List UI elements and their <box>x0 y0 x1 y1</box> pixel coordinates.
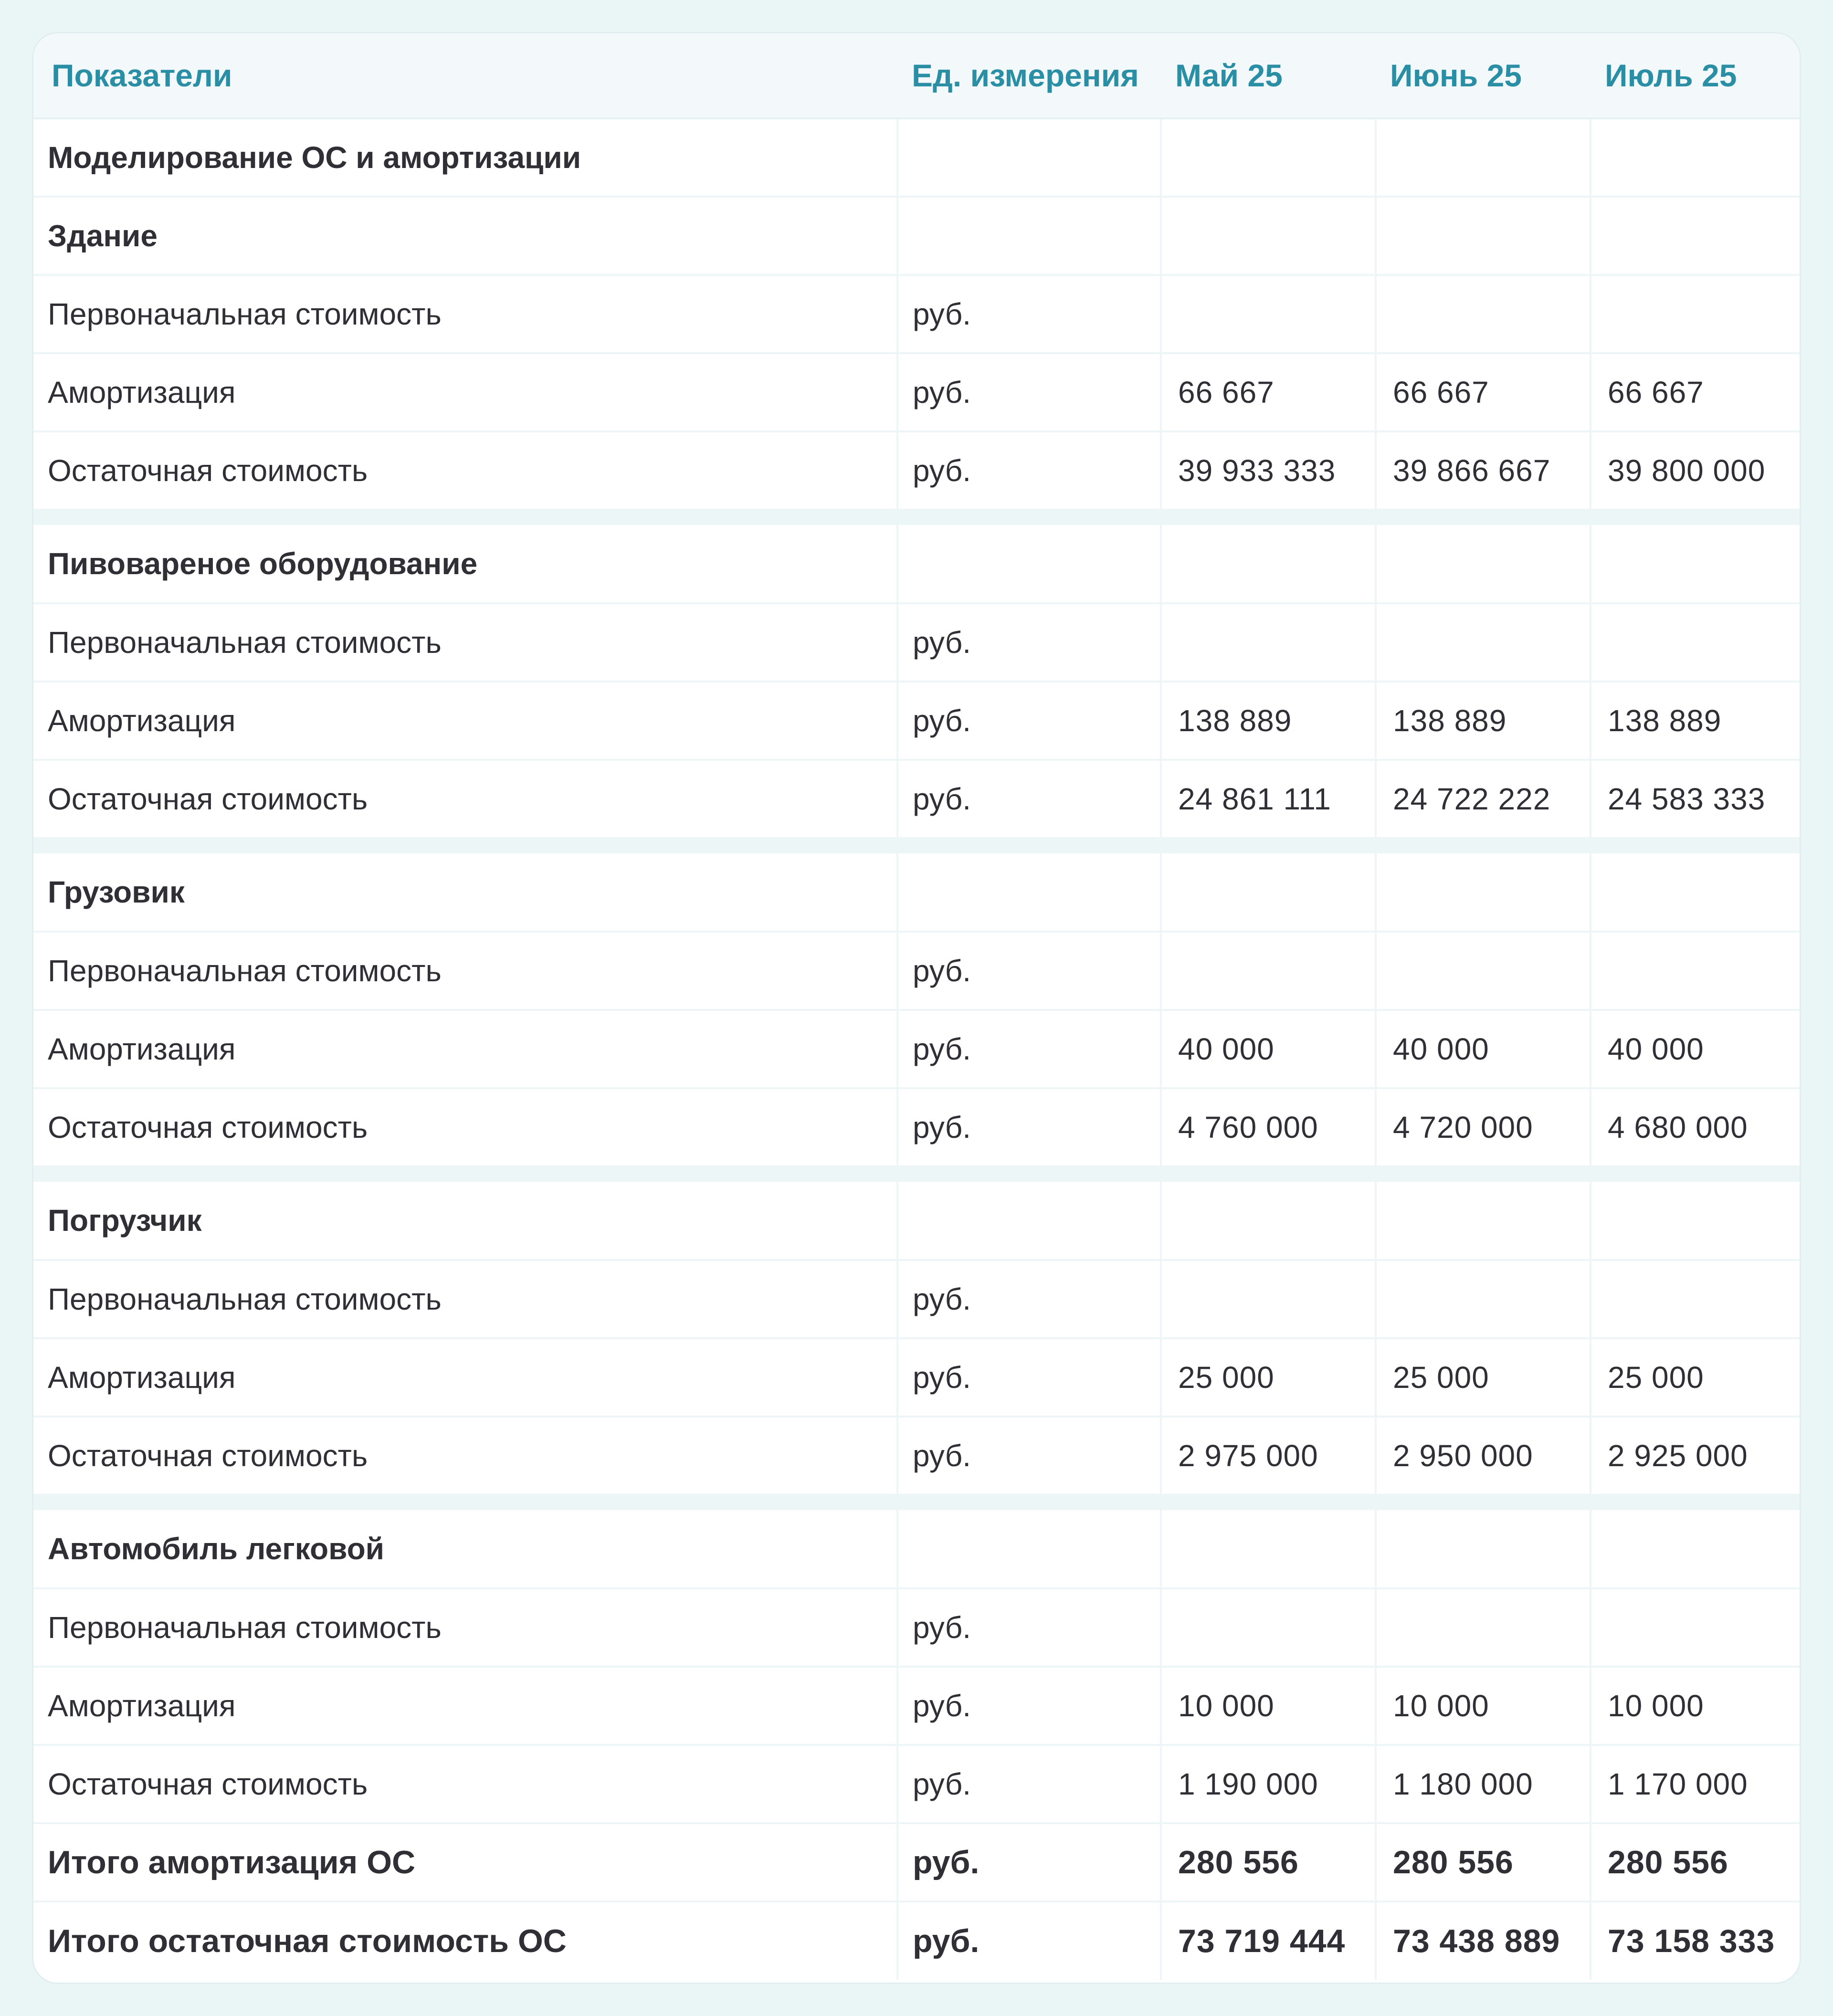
cell-may: 39 933 333 <box>1161 431 1376 510</box>
table-row <box>33 1417 1800 1495</box>
row-label: Итого амортизация ОС <box>33 1823 897 1901</box>
category-row <box>33 197 1800 275</box>
category-name: Грузовик <box>33 853 897 932</box>
cell-may <box>1161 1588 1376 1667</box>
category-name: Погрузчик <box>33 1182 897 1260</box>
cell-may: 40 000 <box>1161 1010 1376 1088</box>
row-unit: руб. <box>897 431 1161 510</box>
row-unit: руб. <box>897 1901 1161 1980</box>
cell-june: 10 000 <box>1376 1667 1591 1745</box>
row-unit: руб. <box>897 1588 1161 1667</box>
cell-june <box>1376 1260 1591 1338</box>
row-label: Остаточная стоимость <box>33 760 897 838</box>
cell-may <box>1161 275 1376 353</box>
cell-july <box>1591 1260 1800 1338</box>
cell-july: 1 170 000 <box>1591 1745 1800 1823</box>
table-row <box>33 760 1800 838</box>
cell-june: 73 438 889 <box>1376 1901 1591 1980</box>
table-header-row <box>33 33 1800 118</box>
cell-may: 24 861 111 <box>1161 760 1376 838</box>
category-name: Пивовареное оборудование <box>33 525 897 603</box>
row-unit: руб. <box>897 682 1161 760</box>
row-unit: руб. <box>897 1745 1161 1823</box>
row-unit: руб. <box>897 1088 1161 1166</box>
table-row <box>33 1588 1800 1667</box>
row-label: Амортизация <box>33 1338 897 1417</box>
column-header-unit[interactable]: Ед. измерения <box>897 33 1161 118</box>
cell-june: 66 667 <box>1376 353 1591 431</box>
table-row <box>33 431 1800 510</box>
table-row <box>33 603 1800 682</box>
cell-may: 1 190 000 <box>1161 1745 1376 1823</box>
row-unit: руб. <box>897 932 1161 1010</box>
cell-july: 10 000 <box>1591 1667 1800 1745</box>
table-row <box>33 1260 1800 1338</box>
cell-july: 138 889 <box>1591 682 1800 760</box>
cell-may: 10 000 <box>1161 1667 1376 1745</box>
table-row <box>33 1338 1800 1417</box>
column-header-indicators[interactable]: Показатели <box>33 33 897 118</box>
cell-june: 280 556 <box>1376 1823 1591 1901</box>
cell-may: 280 556 <box>1161 1823 1376 1901</box>
cell-june <box>1376 1588 1591 1667</box>
cell-july: 39 800 000 <box>1591 431 1800 510</box>
depreciation-table <box>33 33 1800 1980</box>
row-unit: руб. <box>897 275 1161 353</box>
row-unit: руб. <box>897 1667 1161 1745</box>
cell-june: 4 720 000 <box>1376 1088 1591 1166</box>
column-header-june[interactable]: Июнь 25 <box>1376 33 1591 118</box>
table-row <box>33 1667 1800 1745</box>
row-label: Остаточная стоимость <box>33 1088 897 1166</box>
cell-may: 2 975 000 <box>1161 1417 1376 1495</box>
cell-may <box>1161 932 1376 1010</box>
column-header-may[interactable]: Май 25 <box>1161 33 1376 118</box>
table-row <box>33 353 1800 431</box>
category-row <box>33 525 1800 603</box>
row-unit: руб. <box>897 1010 1161 1088</box>
table-row <box>33 682 1800 760</box>
section-title-row <box>33 118 1800 197</box>
cell-july: 73 158 333 <box>1591 1901 1800 1980</box>
row-label: Итого остаточная стоимость ОС <box>48 1923 567 1959</box>
row-label: Амортизация <box>33 1667 897 1745</box>
cell-june: 138 889 <box>1376 682 1591 760</box>
group-separator <box>33 1166 1800 1182</box>
row-label: Амортизация <box>33 682 897 760</box>
group-separator <box>33 510 1800 525</box>
category-name: Здание <box>33 197 897 275</box>
category-row <box>33 1182 1800 1260</box>
row-label: Первоначальная стоимость <box>33 603 897 682</box>
row-label: Первоначальная стоимость <box>33 1588 897 1667</box>
row-unit: руб. <box>897 353 1161 431</box>
total-depreciation-row <box>33 1823 1800 1901</box>
cell-june: 24 722 222 <box>1376 760 1591 838</box>
row-label: Остаточная стоимость <box>33 1417 897 1495</box>
row-unit: руб. <box>897 1260 1161 1338</box>
cell-june: 1 180 000 <box>1376 1745 1591 1823</box>
row-label: Остаточная стоимость <box>33 1745 897 1823</box>
cell-may: 66 667 <box>1161 353 1376 431</box>
category-name: Автомобиль легковой <box>33 1510 897 1588</box>
cell-may: 4 760 000 <box>1161 1088 1376 1166</box>
cell-may <box>1161 1260 1376 1338</box>
table-row <box>33 1088 1800 1166</box>
table-row <box>33 932 1800 1010</box>
cell-july <box>1591 275 1800 353</box>
row-unit: руб. <box>897 1417 1161 1495</box>
cell-june: 39 866 667 <box>1376 431 1591 510</box>
row-unit: руб. <box>897 760 1161 838</box>
cell-may: 25 000 <box>1161 1338 1376 1417</box>
cell-july: 280 556 <box>1591 1823 1800 1901</box>
group-separator <box>33 1495 1800 1510</box>
table-row <box>33 1745 1800 1823</box>
cell-june: 25 000 <box>1376 1338 1591 1417</box>
cell-july: 25 000 <box>1591 1338 1800 1417</box>
section-title: Моделирование ОС и амортизации <box>33 118 897 197</box>
cell-june <box>1376 275 1591 353</box>
row-unit: руб. <box>897 1338 1161 1417</box>
cell-july: 66 667 <box>1591 353 1800 431</box>
cell-july: 2 925 000 <box>1591 1417 1800 1495</box>
cell-june: 2 950 000 <box>1376 1417 1591 1495</box>
cell-june <box>1376 603 1591 682</box>
row-label: Амортизация <box>33 353 897 431</box>
category-row <box>33 853 1800 932</box>
cell-may <box>1161 603 1376 682</box>
cell-may: 138 889 <box>1161 682 1376 760</box>
depreciation-table-card <box>32 32 1801 1984</box>
table-row <box>33 1010 1800 1088</box>
total-residual-value-row <box>33 1901 1800 1980</box>
cell-june: 40 000 <box>1376 1010 1591 1088</box>
cell-july <box>1591 932 1800 1010</box>
column-header-july[interactable]: Июль 25 <box>1591 33 1800 118</box>
row-label: Первоначальная стоимость <box>33 932 897 1010</box>
cell-july: 24 583 333 <box>1591 760 1800 838</box>
cell-may: 73 719 444 <box>1161 1901 1376 1980</box>
group-separator <box>33 838 1800 853</box>
cell-july: 4 680 000 <box>1591 1088 1800 1166</box>
row-label: Первоначальная стоимость <box>33 275 897 353</box>
table-row <box>33 275 1800 353</box>
cell-july <box>1591 1588 1800 1667</box>
cell-july <box>1591 603 1800 682</box>
row-unit: руб. <box>897 1823 1161 1901</box>
category-row <box>33 1510 1800 1588</box>
row-label: Остаточная стоимость <box>33 431 897 510</box>
row-unit: руб. <box>897 603 1161 682</box>
row-label: Первоначальная стоимость <box>33 1260 897 1338</box>
cell-july: 40 000 <box>1591 1010 1800 1088</box>
cell-june <box>1376 932 1591 1010</box>
row-label: Амортизация <box>33 1010 897 1088</box>
